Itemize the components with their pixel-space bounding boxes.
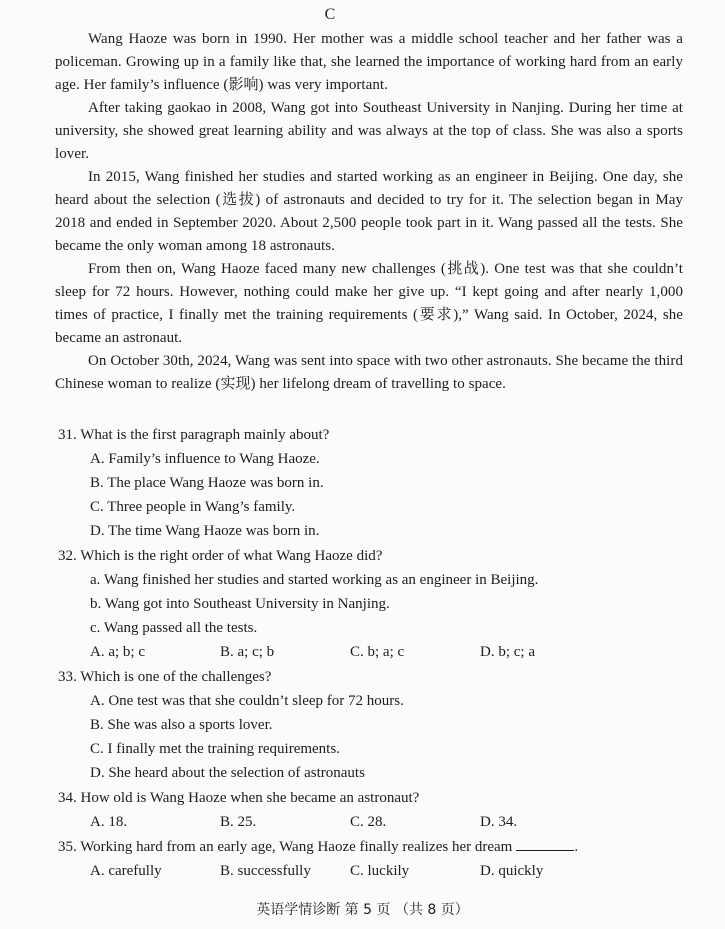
question-list [58, 423, 678, 884]
option-a: A. 18. [90, 814, 128, 830]
question-stem: 31. What is the first paragraph mainly about? [58, 427, 330, 443]
option-b: B. 25. [220, 814, 257, 830]
option-d: D. 34. [480, 814, 518, 830]
option-a: A. a; b; c [90, 644, 145, 660]
option-c: C. 28. [350, 814, 387, 830]
option-d: D. She heard about the selection of astronauts [90, 765, 365, 781]
event-a: a. Wang finished her studies and started working as an engineer in Beijing. [90, 572, 539, 588]
question-stem: 33. Which is one of the challenges? [58, 669, 272, 685]
option-a: A. carefully [90, 863, 162, 879]
question-stem: 34. How old is Wang Haoze when she became an astronaut? [58, 790, 420, 806]
option-c: C. I finally met the training requirements. [90, 741, 340, 757]
question-35 [58, 835, 678, 883]
option-d: D. The time Wang Haoze was born in. [90, 523, 320, 539]
event-b: b. Wang got into Southeast University in Nanjing. [90, 596, 390, 612]
passage-paragraph-4: From then on, Wang Haoze faced many new challenges (挑战). One test was that she couldn’t sleep for 72 hours. However, nothing could make her give up. “I kept going and after nearly 1,000 times of practice, I finally met the training requirements (要求),” Wang said. In October, 2024, she became an astronaut. [55, 261, 683, 346]
option-row [58, 859, 678, 883]
option-b: B. The place Wang Haoze was born in. [90, 475, 324, 491]
question-stem: 32. Which is the right order of what Wang Haoze did? [58, 548, 383, 564]
option-b: B. successfully [220, 863, 311, 879]
option-b: B. a; c; b [220, 644, 275, 660]
page-footer: 英语学情诊断 第 5 页 （共 8 页） [256, 902, 469, 918]
passage-paragraph-5: On October 30th, 2024, Wang was sent into space with two other astronauts. She became the third Chinese woman to realize (实现) her lifelong dream of travelling to space. [55, 353, 683, 392]
option-d: D. b; c; a [480, 644, 535, 660]
event-c: c. Wang passed all the tests. [90, 620, 258, 636]
option-row [58, 810, 678, 834]
section-letter: C [324, 6, 336, 23]
passage-paragraph-2: After taking gaokao in 2008, Wang got into Southeast University in Nanjing. During her time at university, she showed great learning ability and was always at the top of class. She was also a sports lover. [55, 100, 683, 162]
option-c: C. Three people in Wang’s family. [90, 499, 296, 515]
question-34 [58, 786, 678, 834]
passage-paragraph-3: In 2015, Wang finished her studies and started working as an engineer in Beijing. One day, she heard about the selection (选拔) of astronauts and decided to try for it. The selection began in May 2018 and ended in September 2020. About 2,500 people took part in it. Wang passed all the tests. She became the only woman among 18 astronauts. [55, 169, 683, 254]
option-c: C. luckily [350, 863, 410, 879]
option-c: C. b; a; c [350, 644, 405, 660]
question-32 [58, 544, 678, 664]
question-31 [58, 423, 678, 543]
stem-end: . [574, 839, 579, 855]
question-33 [58, 665, 678, 785]
option-a: A. One test was that she couldn’t sleep for 72 hours. [90, 693, 404, 709]
reading-passage [55, 28, 683, 396]
passage-paragraph-1: Wang Haoze was born in 1990. Her mother was a middle school teacher and her father was a policeman. Growing up in a family like that, she learned the importance of working hard from an early age. Her family’s influence (影响) was very important. [55, 31, 683, 93]
option-b: B. She was also a sports lover. [90, 717, 273, 733]
option-d: D. quickly [480, 863, 544, 879]
question-stem: 35. Working hard from an early age, Wang Haoze finally realizes her dream [58, 839, 513, 855]
answer-blank [516, 836, 574, 851]
question-stem-line [58, 835, 678, 859]
option-row [58, 640, 678, 664]
option-a: A. Family’s influence to Wang Haoze. [90, 451, 320, 467]
